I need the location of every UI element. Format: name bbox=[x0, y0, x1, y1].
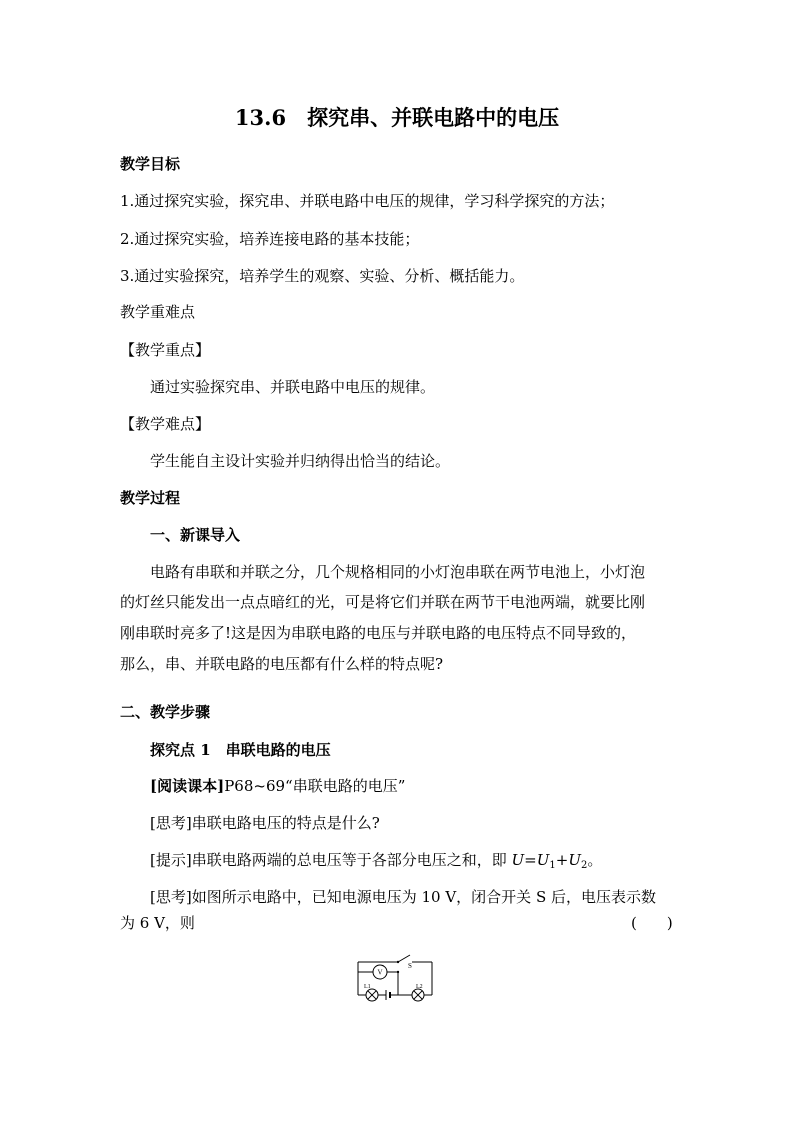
focus-label: 【教学重点】 bbox=[120, 341, 211, 359]
think-label: [思考] bbox=[150, 814, 192, 832]
switch-pivot bbox=[397, 961, 399, 963]
junction-dot bbox=[397, 971, 399, 973]
formula-eq: = bbox=[524, 851, 537, 869]
lamp2-label: L2 bbox=[416, 984, 423, 990]
key-points-heading: 教学重难点 bbox=[120, 303, 196, 321]
objective-item-2: 2.通过探究实验，培养连接电路的基本技能； bbox=[120, 230, 420, 248]
objectives-heading: 教学目标 bbox=[120, 155, 181, 173]
hint-line bbox=[150, 850, 602, 876]
intro-line-3: 刚串联时亮多了!这是因为串联电路的电压与并联电路的电压特点不同导致的， bbox=[120, 624, 637, 642]
formula-sub2: 2 bbox=[581, 860, 588, 871]
read-label: [阅读课本] bbox=[150, 777, 225, 795]
focus-text: 通过实验探究串、并联电路中电压的规律。 bbox=[150, 378, 436, 396]
intro-heading: 一、新课导入 bbox=[150, 526, 241, 544]
formula-u2: U bbox=[568, 851, 581, 869]
think-line bbox=[150, 813, 380, 833]
switch-blade bbox=[398, 955, 410, 962]
process-heading: 教学过程 bbox=[120, 489, 181, 507]
formula-plus: + bbox=[555, 851, 569, 869]
formula-u: U bbox=[511, 851, 525, 869]
page-title: 13.6 探究串、并联电路中的电压 bbox=[234, 105, 560, 130]
circuit-diagram bbox=[350, 950, 440, 1002]
hint-text: 串联电路两端的总电压等于各部分电压之和，即 bbox=[191, 851, 512, 869]
formula-u1: U bbox=[536, 851, 550, 869]
objective-item-3: 3.通过实验探究，培养学生的观察、实验、分析、概括能力。 bbox=[120, 267, 525, 285]
think2-line-1 bbox=[150, 887, 656, 907]
formula-sub1: 1 bbox=[549, 860, 556, 871]
think-text: 串联电路电压的特点是什么? bbox=[191, 814, 380, 832]
difficulty-label: 【教学难点】 bbox=[120, 415, 211, 433]
difficulty-text: 学生能自主设计实验并归纳得出恰当的结论。 bbox=[150, 452, 451, 470]
formula-end: 。 bbox=[587, 851, 603, 869]
intro-line-1: 电路有串联和并联之分，几个规格相同的小灯泡串联在两节电池上，小灯泡 bbox=[150, 563, 646, 581]
hint-label: [提示] bbox=[150, 851, 192, 869]
explore-point-heading: 探究点 1 串联电路的电压 bbox=[150, 741, 331, 759]
read-text: P68~69“串联电路的电压” bbox=[224, 777, 406, 795]
intro-line-2: 的灯丝只能发出一点点暗红的光，可是将它们并联在两节干电池两端，就要比刚 bbox=[120, 593, 646, 611]
steps-heading: 二、教学步骤 bbox=[120, 703, 211, 721]
objective-item-1: 1.通过探究实验，探究串、并联电路中电压的规律，学习科学探究的方法； bbox=[120, 192, 615, 210]
answer-parentheses: ( ) bbox=[631, 914, 673, 932]
intro-line-4: 那么，串、并联电路的电压都有什么样的特点呢? bbox=[120, 655, 444, 673]
read-line bbox=[150, 776, 405, 796]
voltmeter-label: V bbox=[377, 968, 383, 977]
switch-label: S bbox=[408, 962, 412, 970]
think2-label: [思考] bbox=[150, 888, 192, 906]
think2-text: 如图所示电路中，已知电源电压为 10 V，闭合开关 S 后，电压表示数 bbox=[191, 888, 656, 906]
think2-line-2: 为 6 V，则 bbox=[120, 914, 195, 932]
lamp1-label: L1 bbox=[364, 984, 371, 990]
